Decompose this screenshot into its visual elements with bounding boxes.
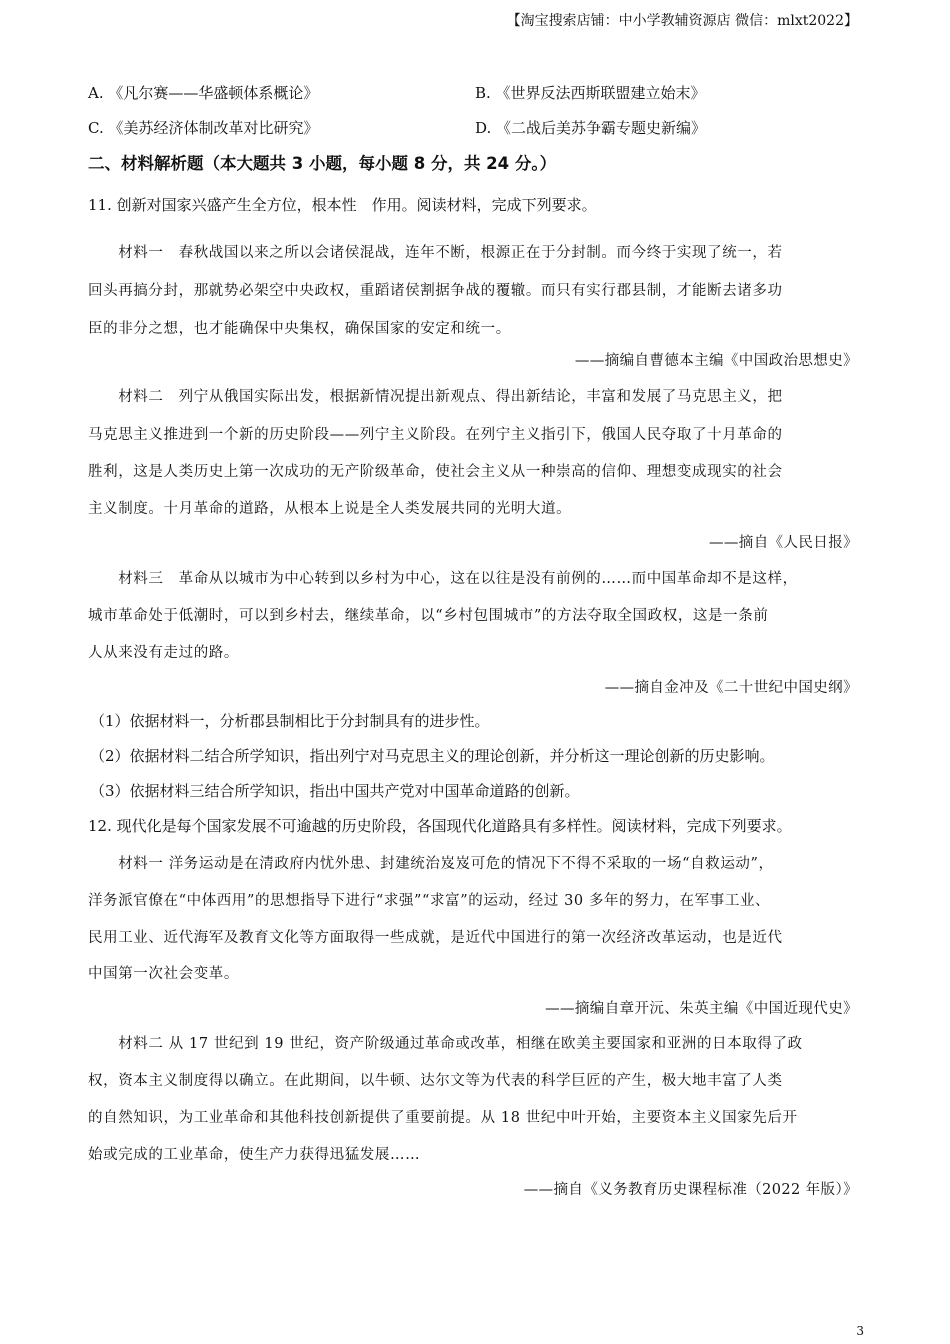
q11-material-2-line: 材料二 列宁从俄国实际出发，根据新情况提出新观点、得出新结论，丰富和发展了马克思主义，把: [88, 389, 783, 405]
q12-material-1-line: 民用工业、近代海军及教育文化等方面取得一些成就，是近代中国进行的第一次经济改革运动，也是近代: [88, 930, 783, 946]
q12-material-1-line: 材料一 洋务运动是在清政府内忧外患、封建统治岌岌可危的情况下不得不采取的一场“自救运动”，: [88, 856, 774, 872]
q11-material-3-line: 城市革命处于低潮时，可以到乡村去，继续革命，以“乡村包围城市”的方法夺取全国政权，这是一条前: [88, 608, 769, 624]
q11-material-2-source: ——摘自《人民日报》: [709, 535, 858, 551]
q11-material-1-line: 回头再搞分封，那就势必架空中央政权，重蹈诸侯割据争战的覆辙。而只有实行郡县制，才能断去诸多功: [88, 283, 783, 299]
q11-material-1-source: ——摘编自曹德本主编《中国政治思想史》: [574, 353, 858, 369]
page-number: 3: [856, 1324, 864, 1338]
q11-material-3-source: ——摘自金冲及《二十世纪中国史纲》: [604, 680, 858, 696]
page-header: 【淘宝搜索店铺：中小学教辅资源店 微信：mlxt2022】: [506, 13, 858, 29]
q11-material-3-line: 材料三 革命从以城市为中心转到以乡村为中心，这在以往是没有前例的……而中国革命却不是这样，: [88, 571, 798, 587]
option-d: D. 《二战后美苏争霸专题史新编》: [475, 119, 707, 137]
q11-material-1-line: 臣的非分之想，也才能确保中央集权，确保国家的安定和统一。: [88, 321, 511, 337]
question-11-stem: 11. 创新对国家兴盛产生全方位，根本性 作用。阅读材料，完成下列要求。: [88, 196, 597, 214]
option-b: B. 《世界反法西斯联盟建立始末》: [475, 84, 706, 102]
q11-material-2-line: 胜利，这是人类历史上第一次成功的无产阶级革命，使社会主义从一种崇高的信仰、理想变成现实的社会: [88, 464, 783, 480]
q12-material-2-source: ——摘自《义务教育历史课程标准（2022 年版）》: [523, 1182, 858, 1198]
q11-material-2-line: 主义制度。十月革命的道路，从根本上说是全人类发展共同的光明大道。: [88, 501, 572, 517]
q12-material-1-line: 中国第一次社会变革。: [88, 966, 239, 982]
section-title: 二、材料解析题（本大题共 3 小题，每小题 8 分，共 24 分。）: [88, 154, 557, 173]
q12-material-1-line: 洋务派官僚在“中体西用”的思想指导下进行“求强”“求富”的运动，经过 30 多年的努力，在军事工业、: [88, 893, 771, 909]
q11-subquestion-3: （3）依据材料三结合所学知识，指出中国共产党对中国革命道路的创新。: [90, 782, 580, 800]
option-c: C. 《美苏经济体制改革对比研究》: [88, 119, 319, 137]
q12-material-1-source: ——摘编自章开沅、朱英主编《中国近现代史》: [545, 1001, 858, 1017]
q12-material-2-line: 权，资本主义制度得以确立。在此期间，以牛顿、达尔文等为代表的科学巨匠的产生，极大地丰富了人类: [88, 1073, 783, 1089]
q11-subquestion-1: （1）依据材料一，分析郡县制相比于分封制具有的进步性。: [90, 712, 490, 730]
q12-material-2-line: 始或完成的工业革命，使生产力获得迅猛发展……: [88, 1147, 421, 1163]
q11-subquestion-2: （2）依据材料二结合所学知识，指出列宁对马克思主义的理论创新，并分析这一理论创新的历史影响。: [90, 747, 775, 765]
q12-material-2-line: 的自然知识，为工业革命和其他科技创新提供了重要前提。从 18 世纪中叶开始，主要资本主义国家先后开: [88, 1110, 798, 1126]
question-12-stem: 12. 现代化是每个国家发展不可逾越的历史阶段，各国现代化道路具有多样性。阅读材料，完成下列要求。: [88, 817, 792, 835]
q11-material-3-line: 人从来没有走过的路。: [88, 645, 239, 661]
q12-material-2-line: 材料二 从 17 世纪到 19 世纪，资产阶级通过革命或改革，相继在欧美主要国家和亚洲的日本取得了政: [88, 1036, 803, 1052]
option-a: A. 《凡尔赛——华盛顿体系概论》: [88, 84, 319, 102]
q11-material-1-line: 材料一 春秋战国以来之所以会诸侯混战，连年不断，根源正在于分封制。而今终于实现了统一，若: [88, 245, 783, 261]
q11-material-2-line: 马克思主义推进到一个新的历史阶段——列宁主义阶段。在列宁主义指引下，俄国人民夺取了十月革命的: [88, 427, 783, 443]
